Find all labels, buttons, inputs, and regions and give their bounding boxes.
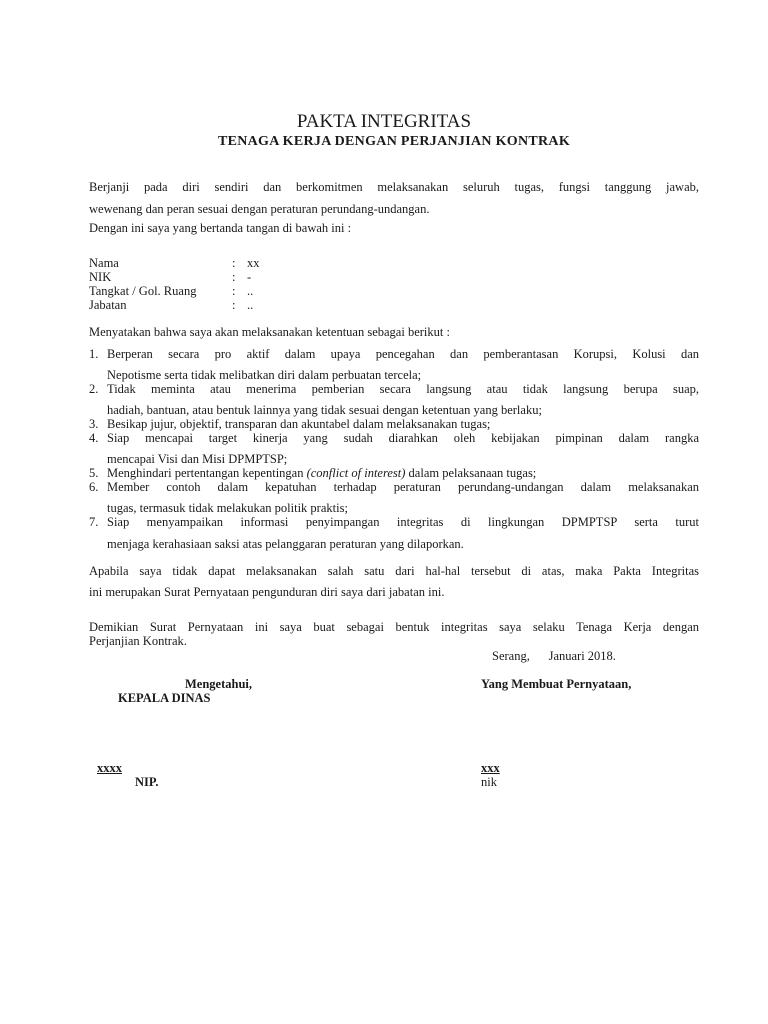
closing-2-line-2: Perjanjian Kontrak. — [89, 634, 187, 648]
closing-2-line-1: Demikian Surat Pernyataan ini saya buat sebagai bentuk integritas saya selaku Tenaga Kerja dengan — [89, 620, 699, 634]
intro-line-3: Dengan ini saya yang bertanda tangan di bawah ini : — [89, 221, 352, 235]
statement-text: Menyatakan bahwa saya akan melaksanakan ketentuan sebagai berikut : — [89, 325, 450, 339]
document-title: PAKTA INTEGRITAS — [296, 111, 472, 132]
item-number: 1. — [89, 347, 99, 361]
item-1-line-1: Berperan secara pro aktif dalam upaya pencegahan dan pemberantasan Korupsi, Kolusi dan — [107, 347, 699, 361]
item-number: 4. — [89, 431, 99, 445]
item-7-line-1: Siap menyampaikan informasi penyimpangan integritas di lingkungan DPMPTSP serta turut — [107, 515, 699, 529]
right-sign-id-label: nik — [481, 775, 497, 789]
left-sign-id-label: NIP. — [135, 775, 159, 789]
identity-value-nik: - — [247, 270, 252, 284]
item-number: 7. — [89, 515, 99, 529]
identity-label-golongan: Tangkat / Gol. Ruang — [89, 284, 197, 298]
item-5-text-b: dalam pelaksanaan tugas; — [405, 466, 537, 480]
right-sign-heading: Yang Membuat Pernyataan, — [481, 677, 632, 691]
item-5-italic-text: (conflict of interest) — [306, 466, 406, 480]
item-number: 3. — [89, 417, 99, 431]
place-date: Serang, Januari 2018. — [492, 649, 616, 663]
right-sign-name: xxx — [481, 761, 500, 775]
intro-line-1: Berjanji pada diri sendiri dan berkomitmen melaksanakan seluruh tugas, fungsi tanggung jawab, — [89, 180, 699, 194]
item-number: 6. — [89, 480, 99, 494]
item-5-line-1 — [107, 466, 536, 481]
item-7-line-2: menjaga kerahasiaan saksi atas pelanggaran peraturan yang dilaporkan. — [107, 537, 464, 551]
identity-label-nama: Nama — [89, 256, 119, 270]
item-number: 5. — [89, 466, 99, 480]
closing-1-line-2: ini merupakan Surat Pernyataan pengunduran diri saya dari jabatan ini. — [89, 585, 445, 599]
identity-value-jabatan: .. — [247, 298, 254, 312]
identity-label-nik: NIK — [89, 270, 112, 284]
identity-label-jabatan: Jabatan — [89, 298, 127, 312]
identity-value-golongan: .. — [247, 284, 254, 298]
identity-colon: : — [232, 270, 236, 284]
left-sign-heading: Mengetahui, — [185, 677, 253, 691]
left-sign-position: KEPALA DINAS — [118, 691, 211, 705]
item-5-text-a: Menghindari pertentangan kepentingan — [107, 466, 307, 480]
item-3-line-1: Besikap jujur, objektif, transparan dan akuntabel dalam melaksanakan tugas; — [107, 417, 491, 431]
item-6-line-1: Member contoh dalam kepatuhan terhadap peraturan perundang-undangan dalam melaksanakan — [107, 480, 699, 494]
item-2-line-2: hadiah, bantuan, atau bentuk lainnya yang tidak sesuai dengan ketentuan yang berlaku; — [107, 403, 542, 417]
intro-line-2: wewenang dan peran sesuai dengan peraturan perundang-undangan. — [89, 202, 430, 216]
left-sign-name: xxxx — [97, 761, 122, 775]
item-number: 2. — [89, 382, 99, 396]
document-subtitle: TENAGA KERJA DENGAN PERJANJIAN KONTRAK — [217, 134, 571, 149]
closing-1-line-1: Apabila saya tidak dapat melaksanakan salah satu dari hal-hal tersebut di atas, maka Pakta Integritas — [89, 564, 699, 578]
identity-colon: : — [232, 298, 236, 312]
item-2-line-1: Tidak meminta atau menerima pemberian secara langsung atau tidak langsung berupa suap, — [107, 382, 699, 396]
item-4-line-1: Siap mencapai target kinerja yang sudah diarahkan oleh kebijakan pimpinan dalam rangka — [107, 431, 699, 445]
item-1-line-2: Nepotisme serta tidak melibatkan diri dalam perbuatan tercela; — [107, 368, 422, 382]
item-4-line-2: mencapai Visi dan Misi DPMPTSP; — [107, 452, 288, 466]
item-6-line-2: tugas, termasuk tidak melakukan politik praktis; — [107, 501, 348, 515]
identity-colon: : — [232, 284, 236, 298]
identity-value-nama: xx — [247, 256, 260, 270]
identity-colon: : — [232, 256, 236, 270]
